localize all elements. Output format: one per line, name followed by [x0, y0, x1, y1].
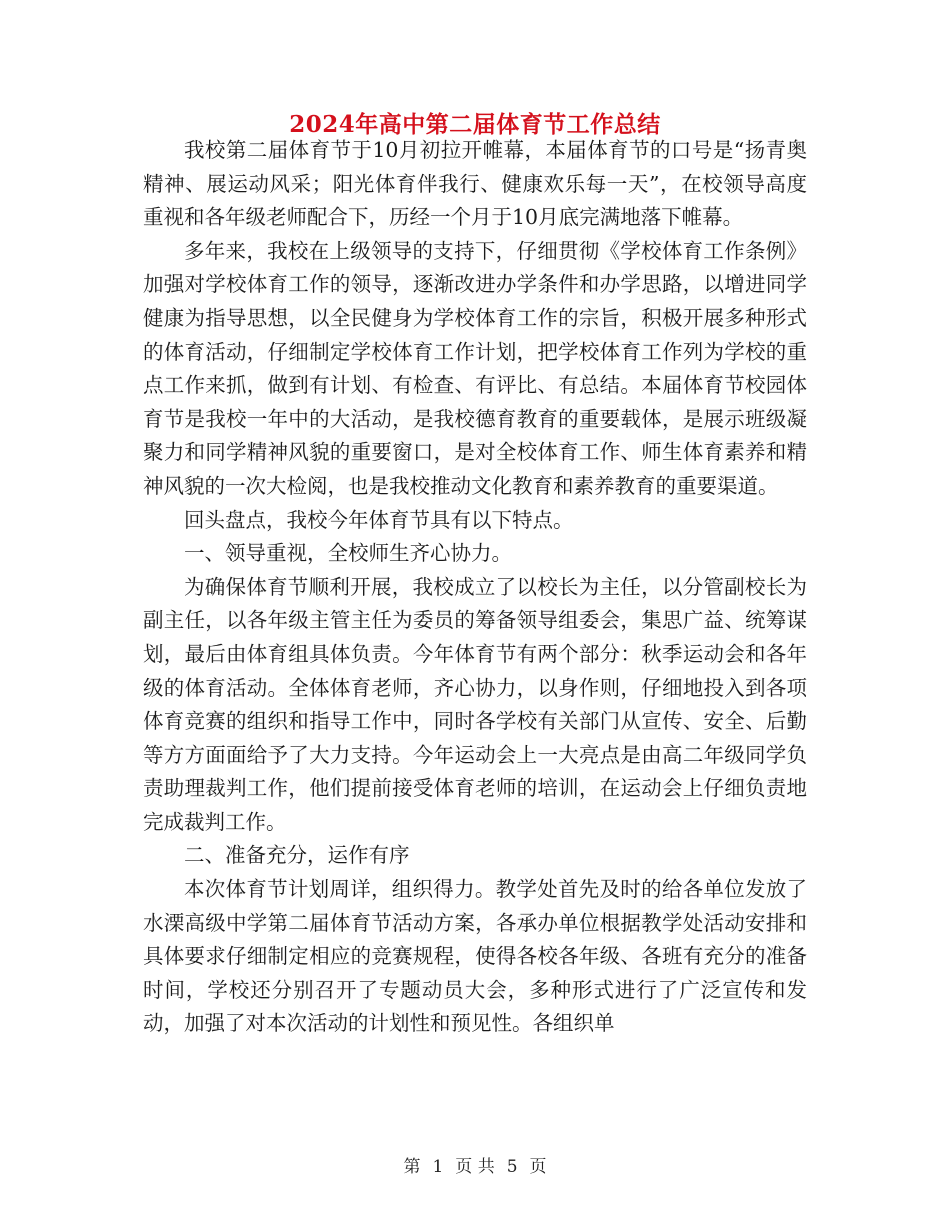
- section-heading-2: 二、准备充分，运作有序: [184, 843, 410, 868]
- footer-total-pages: 5: [506, 1157, 518, 1177]
- section-heading-1: 一、领导重视，全校师生齐心协力。: [184, 541, 512, 566]
- footer-middle: 页 共: [455, 1157, 495, 1177]
- paragraph-section-1: 为确保体育节顺利开展，我校成立了以校长为主任，以分管副校长为副主任，以各年级主管主任为委员的筹备领导组委会，集思广益、统筹谋划，最后由体育组具体负责。今年体育节有两个部分：秋季运动会和各年级的体育活动。全体体育老师，齐心协力，以身作则，仔细地投入到各项体育竞赛的组织和指导工作中，同时各学校有关部门从宣传、安全、后勤等方方面面给予了大力支持。今年运动会上一大亮点是由高二年级同学负责助理裁判工作，他们提前接受体育老师的培训，在运动会上仔细负责地完成裁判工作。: [143, 574, 807, 834]
- document-title: 2024年高中第二届体育节工作总结: [289, 111, 661, 138]
- paragraph-section-2: 本次体育节计划周详，组织得力。教学处首先及时的给各单位发放了水溧高级中学第二届体育节活动方案，各承办单位根据教学处活动安排和具体要求仔细制定相应的竞赛规程，使得各校各年级、各班有充分的准备时间，学校还分别召开了专题动员大会，多种形式进行了广泛宣传和发动，加强了对本次活动的计划性和预见性。各组织单: [143, 877, 807, 1036]
- document-body: [143, 134, 807, 1041]
- footer-page-number: 1: [432, 1157, 444, 1177]
- paragraph-review: 回头盘点，我校今年体育节具有以下特点。: [184, 507, 574, 532]
- footer-suffix: 页: [529, 1157, 547, 1177]
- paragraph-intro: 我校第二届体育节于10月初拉开帷幕，本届体育节的口号是“扬青奥精神、展运动风采；阳光体育伴我行、健康欢乐每一天”，在校领导高度重视和各年级老师配合下，历经一个月于10月底完满地落下帷幕。: [143, 138, 807, 230]
- page-footer: [0, 1155, 950, 1179]
- paragraph-background: 多年来，我校在上级领导的支持下，仔细贯彻《学校体育工作条例》加强对学校体育工作的领导，逐渐改进办学条件和办学思路，以增进同学健康为指导思想，以全民健身为学校体育工作的宗旨，积极开展多种形式的体育活动，仔细制定学校体育工作计划，把学校体育工作列为学校的重点工作来抓，做到有计划、有检查、有评比、有总结。本届体育节校园体育节是我校一年中的大活动，是我校德育教育的重要载体，是展示班级凝聚力和同学精神风貌的重要窗口，是对全校体育工作、师生体育素养和精神风貌的一次大检阅，也是我校推动文化教育和素养教育的重要渠道。: [143, 238, 807, 498]
- footer-prefix: 第: [403, 1157, 421, 1177]
